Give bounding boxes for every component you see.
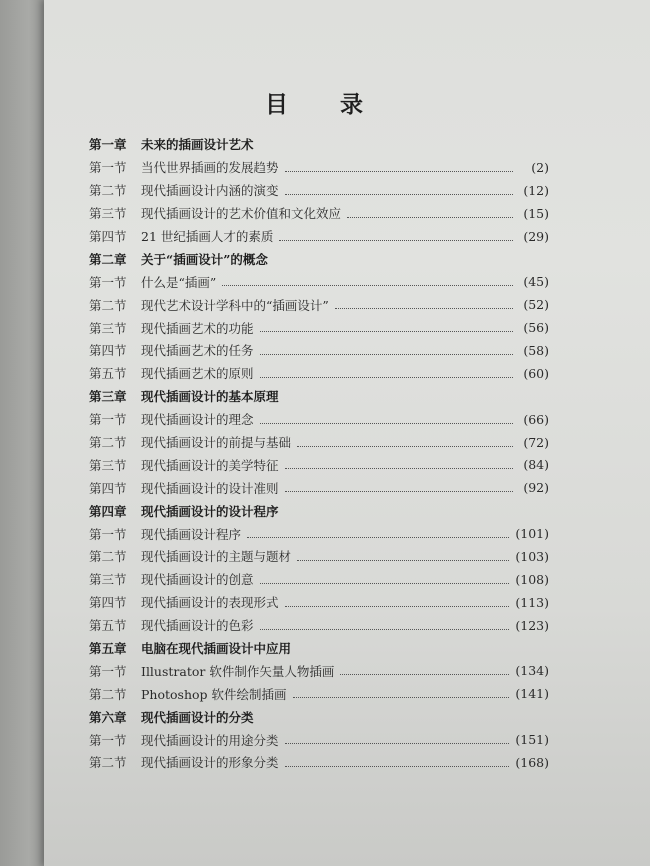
toc-section-entry bbox=[89, 179, 549, 202]
section-title: 现代插画设计的理念 bbox=[141, 412, 254, 428]
dot-leader bbox=[285, 743, 510, 744]
section-number: 第三节 bbox=[89, 572, 127, 588]
dot-leader bbox=[285, 194, 513, 195]
dot-leader bbox=[260, 629, 510, 630]
page-number: (151) bbox=[515, 732, 549, 748]
toc-section-entry bbox=[89, 682, 549, 705]
chapter-number: 第六章 bbox=[89, 709, 127, 725]
section-title: 现代插画设计的设计准则 bbox=[141, 480, 279, 496]
section-title: 现代插画设计的用途分类 bbox=[141, 732, 279, 748]
toc-section-entry bbox=[89, 270, 549, 293]
section-number: 第一节 bbox=[89, 274, 127, 290]
section-title: 现代艺术设计学科中的“插画设计” bbox=[141, 297, 329, 313]
page-title: 目 录 bbox=[264, 91, 385, 118]
dot-leader bbox=[285, 766, 510, 767]
chapter-title: 现代插画设计的设计程序 bbox=[141, 503, 279, 519]
page-number: (168) bbox=[515, 754, 549, 770]
dot-leader bbox=[279, 240, 513, 241]
dot-leader bbox=[260, 377, 513, 378]
toc-section-entry bbox=[89, 225, 549, 248]
dot-leader bbox=[340, 674, 509, 675]
page-number: (134) bbox=[515, 663, 549, 679]
dot-leader bbox=[260, 354, 513, 355]
section-title: 现代插画设计程序 bbox=[141, 526, 242, 542]
toc-section-entry bbox=[89, 431, 549, 454]
section-number: 第一节 bbox=[89, 526, 127, 542]
toc-section-entry bbox=[89, 316, 549, 339]
chapter-number: 第四章 bbox=[89, 503, 127, 519]
toc-section-entry bbox=[89, 591, 549, 614]
chapter-number: 第一章 bbox=[89, 137, 127, 153]
page-number: (12) bbox=[523, 182, 549, 198]
dot-leader bbox=[285, 171, 513, 172]
section-number: 第一节 bbox=[89, 663, 127, 679]
toc-section-entry bbox=[89, 568, 549, 591]
page-number: (72) bbox=[523, 434, 549, 450]
dot-leader bbox=[293, 697, 510, 698]
section-number: 第三节 bbox=[89, 457, 127, 473]
section-title: 现代插画艺术的功能 bbox=[141, 320, 254, 336]
toc-section-entry bbox=[89, 545, 549, 568]
section-title: 现代插画设计的形象分类 bbox=[141, 755, 279, 771]
page-number: (84) bbox=[523, 457, 549, 473]
page-number: (58) bbox=[523, 342, 549, 358]
toc-section-entry bbox=[89, 408, 549, 431]
section-number: 第四节 bbox=[89, 480, 127, 496]
section-title: 什么是“插画” bbox=[141, 274, 217, 290]
section-number: 第二节 bbox=[89, 686, 127, 702]
dot-leader bbox=[347, 217, 513, 218]
section-title: 现代插画艺术的原则 bbox=[141, 366, 254, 382]
section-number: 第二节 bbox=[89, 755, 127, 771]
section-title: 当代世界插画的发展趋势 bbox=[141, 160, 279, 176]
toc-section-entry bbox=[89, 659, 549, 682]
toc-chapter-heading bbox=[89, 133, 549, 156]
chapter-title: 关于“插画设计”的概念 bbox=[141, 251, 268, 267]
toc-chapter-heading bbox=[89, 705, 549, 728]
toc-section-entry bbox=[89, 362, 549, 385]
section-number: 第一节 bbox=[89, 412, 127, 428]
dot-leader bbox=[260, 583, 510, 584]
section-title: Illustrator 软件制作矢量人物插画 bbox=[141, 663, 335, 679]
section-title: 现代插画设计的表现形式 bbox=[141, 595, 279, 611]
section-title: 现代插画设计的美学特征 bbox=[141, 457, 279, 473]
section-title: 现代插画设计的主题与题材 bbox=[141, 549, 292, 565]
dot-leader bbox=[335, 308, 513, 309]
toc-chapter-heading bbox=[89, 247, 549, 270]
dot-leader bbox=[297, 560, 509, 561]
section-title: 21 世纪插画人才的素质 bbox=[141, 229, 274, 244]
section-number: 第四节 bbox=[89, 595, 127, 611]
chapter-number: 第三章 bbox=[89, 389, 127, 405]
toc-section-entry bbox=[89, 476, 549, 499]
page-number: (103) bbox=[515, 548, 549, 564]
toc-section-entry bbox=[89, 293, 549, 316]
section-number: 第一节 bbox=[89, 160, 127, 176]
section-number: 第五节 bbox=[89, 366, 127, 382]
page-number: (141) bbox=[515, 686, 549, 702]
page-number: (52) bbox=[523, 297, 549, 313]
section-title: 现代插画设计的艺术价值和文化效应 bbox=[141, 206, 342, 222]
dot-leader bbox=[285, 491, 513, 492]
toc-section-entry bbox=[89, 728, 549, 751]
chapter-title: 未来的插画设计艺术 bbox=[141, 137, 254, 153]
section-title: 现代插画设计的创意 bbox=[141, 572, 254, 588]
dot-leader bbox=[247, 537, 509, 538]
toc-section-entry bbox=[89, 202, 549, 225]
page-number: (92) bbox=[523, 480, 549, 496]
page-number: (15) bbox=[523, 205, 549, 221]
page-number: (108) bbox=[515, 571, 549, 587]
page-number: (66) bbox=[523, 411, 549, 427]
section-number: 第二节 bbox=[89, 549, 127, 565]
page-number: (101) bbox=[515, 526, 549, 542]
toc-chapter-heading bbox=[89, 499, 549, 522]
section-title: 现代插画艺术的任务 bbox=[141, 343, 254, 359]
section-number: 第二节 bbox=[89, 183, 127, 199]
dot-leader bbox=[260, 423, 513, 424]
section-number: 第五节 bbox=[89, 618, 127, 634]
book-spine-shadow bbox=[0, 0, 48, 866]
table-of-contents bbox=[89, 133, 549, 774]
section-number: 第四节 bbox=[89, 343, 127, 359]
section-number: 第二节 bbox=[89, 297, 127, 313]
section-number: 第二节 bbox=[89, 435, 127, 451]
toc-section-entry bbox=[89, 453, 549, 476]
section-title: 现代插画设计的前提与基础 bbox=[141, 435, 292, 451]
chapter-title: 现代插画设计的基本原理 bbox=[141, 389, 279, 405]
page-number: (123) bbox=[515, 617, 549, 633]
section-number: 第三节 bbox=[89, 206, 127, 222]
section-number: 第四节 bbox=[89, 229, 127, 244]
toc-section-entry bbox=[89, 614, 549, 637]
page-number: (60) bbox=[523, 365, 549, 381]
page-number: (113) bbox=[515, 594, 549, 610]
chapter-number: 第二章 bbox=[89, 251, 127, 267]
toc-chapter-heading bbox=[89, 385, 549, 408]
chapter-title: 电脑在现代插画设计中应用 bbox=[141, 641, 292, 657]
toc-section-entry bbox=[89, 751, 549, 774]
section-title: Photoshop 软件绘制插画 bbox=[141, 686, 287, 702]
chapter-number: 第五章 bbox=[89, 641, 127, 657]
section-title: 现代插画设计的色彩 bbox=[141, 618, 254, 634]
toc-chapter-heading bbox=[89, 637, 549, 660]
dot-leader bbox=[222, 285, 513, 286]
toc-section-entry bbox=[89, 156, 549, 179]
section-title: 现代插画设计内涵的演变 bbox=[141, 183, 279, 199]
dot-leader bbox=[297, 446, 513, 447]
dot-leader bbox=[285, 468, 513, 469]
section-number: 第一节 bbox=[89, 732, 127, 748]
page-number: (45) bbox=[523, 274, 549, 290]
page-number: (2) bbox=[531, 159, 549, 175]
section-number: 第三节 bbox=[89, 320, 127, 336]
dot-leader bbox=[260, 331, 513, 332]
dot-leader bbox=[285, 606, 510, 607]
toc-section-entry bbox=[89, 339, 549, 362]
chapter-title: 现代插画设计的分类 bbox=[141, 709, 254, 725]
toc-section-entry bbox=[89, 522, 549, 545]
page-number: (56) bbox=[523, 320, 549, 336]
page-number: (29) bbox=[523, 228, 549, 244]
